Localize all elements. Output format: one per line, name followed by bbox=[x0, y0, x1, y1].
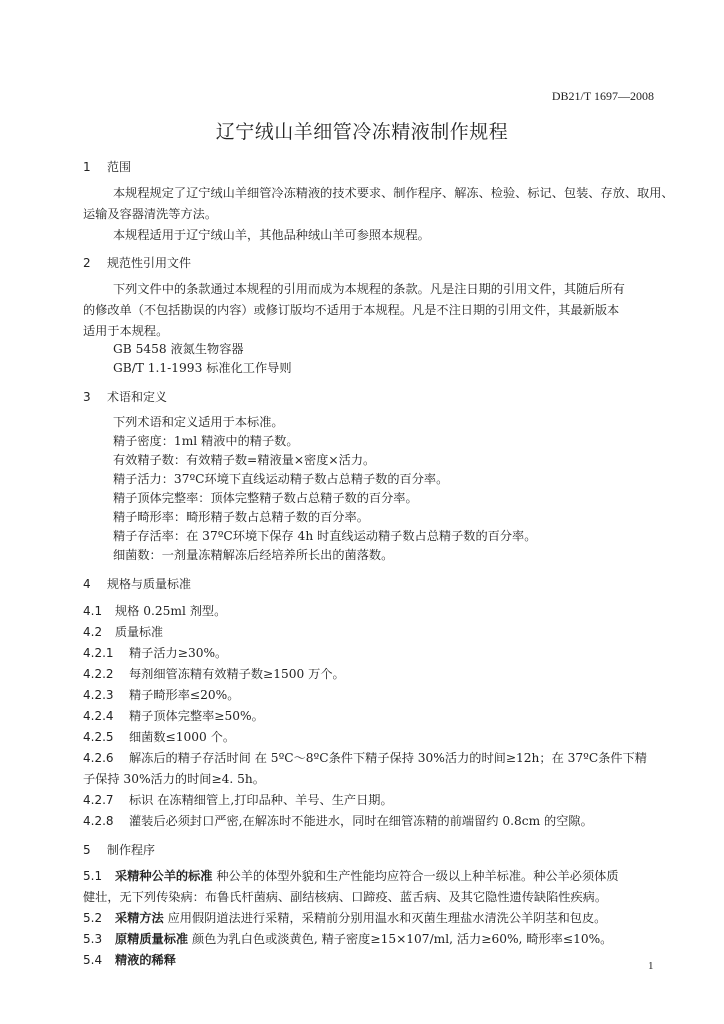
term-line: 精子密度：1ml 精液中的精子数。 bbox=[113, 434, 299, 448]
clause-4-2-8: 4.2.8 灌装后必须封口严密,在解冻时不能进水，同时在细管冻精的前端留约 0.8cm 的空隙。 bbox=[83, 814, 593, 828]
paragraph: 本规程适用于辽宁绒山羊，其他品种绒山羊可参照本规程。 bbox=[113, 228, 430, 242]
paragraph: 下列文件中的条款通过本规程的引用而成为本规程的条款。凡是注日期的引用文件，其随后所有 bbox=[113, 282, 625, 296]
paragraph: 运输及容器清洗等方法。 bbox=[83, 207, 218, 221]
term-line: 下列术语和定义适用于本标准。 bbox=[113, 415, 284, 429]
clause-4-2-6: 4.2.6 解冻后的精子存活时间 在 5ºC～8ºC条件下精子保持 30%活力的时间≥12h；在 37ºC条件下精 bbox=[83, 751, 647, 765]
term-line: 精子畸形率：畸形精子数占总精子数的百分率。 bbox=[113, 510, 369, 524]
paragraph: 适用于本规程。 bbox=[83, 324, 169, 338]
reference-item: GB 5458 液氮生物容器 bbox=[113, 342, 244, 356]
section-2-heading: 2 规范性引用文件 bbox=[83, 256, 192, 270]
term-line: 细菌数：一剂量冻精解冻后经培养所长出的菌落数。 bbox=[113, 548, 394, 562]
document-title: 辽宁绒山羊细管冷冻精液制作规程 bbox=[215, 121, 509, 143]
term-line: 有效精子数：有效精子数=精液量×密度×活力。 bbox=[113, 453, 376, 467]
clause-4-2: 4.2 质量标准 bbox=[83, 625, 164, 639]
term-line: 精子顶体完整率：顶体完整精子数占总精子数的百分率。 bbox=[113, 491, 418, 505]
term-line: 精子存活率：在 37ºC环境下保存 4h 时直线运动精子数占总精子数的百分率。 bbox=[113, 529, 537, 543]
page-number: 1 bbox=[648, 960, 654, 972]
standard-number: DB21/T 1697—2008 bbox=[551, 89, 654, 103]
clause-4-2-1: 4.2.1 精子活力≥30%。 bbox=[83, 646, 228, 660]
clause-4-2-5: 4.2.5 细菌数≤1000 个。 bbox=[83, 730, 236, 744]
clause-4-2-7: 4.2.7 标识 在冻精细管上,打印品种、羊号、生产日期。 bbox=[83, 793, 393, 807]
clause-4-2-6-cont: 子保持 30%活力的时间≥4. 5h。 bbox=[83, 772, 265, 786]
paragraph: 的修改单（不包括勘误的内容）或修订版均不适用于本规程。凡是不注日期的引用文件，其最新版本 bbox=[83, 303, 620, 317]
clause-5-3: 5.3 原精质量标准 颜色为乳白色或淡黄色, 精子密度≥15×107/ml, 活力≥60%, 畸形率≤10%。 bbox=[83, 932, 613, 946]
section-4-heading: 4 规格与质量标准 bbox=[83, 577, 192, 591]
clause-4-2-3: 4.2.3 精子畸形率≤20%。 bbox=[83, 688, 240, 702]
clause-4-2-2: 4.2.2 每剂细管冻精有效精子数≥1500 万个。 bbox=[83, 667, 345, 681]
clause-5-1: 5.1 采精种公羊的标准 种公羊的体型外貌和生产性能均应符合一级以上种羊标准。种公羊必须体质 bbox=[83, 869, 619, 883]
term-line: 精子活力：37ºC环境下直线运动精子数占总精子数的百分率。 bbox=[113, 472, 449, 486]
clause-5-1-cont: 健壮，无下列传染病：布鲁氏杆菌病、副结核病、口蹄疫、蓝舌病、及其它隐性遗传缺陷性疾病。 bbox=[83, 890, 608, 904]
section-5-heading: 5 制作程序 bbox=[83, 843, 156, 857]
reference-item: GB/T 1.1-1993 标准化工作导则 bbox=[113, 361, 292, 375]
clause-4-1: 4.1 规格 0.25ml 剂型。 bbox=[83, 604, 227, 618]
clause-5-2: 5.2 采精方法 应用假阴道法进行采精，采精前分别用温水和灭菌生理盐水清洗公羊阴茎和包皮。 bbox=[83, 911, 607, 925]
clause-4-2-4: 4.2.4 精子顶体完整率≥50%。 bbox=[83, 709, 264, 723]
paragraph: 本规程规定了辽宁绒山羊细管冷冻精液的技术要求、制作程序、解冻、检验、标记、包装、存放、取用、 bbox=[113, 186, 674, 200]
section-1-heading: 1 范围 bbox=[83, 160, 132, 174]
clause-5-4: 5.4 精液的稀释 bbox=[83, 953, 176, 967]
section-3-heading: 3 术语和定义 bbox=[83, 390, 168, 404]
